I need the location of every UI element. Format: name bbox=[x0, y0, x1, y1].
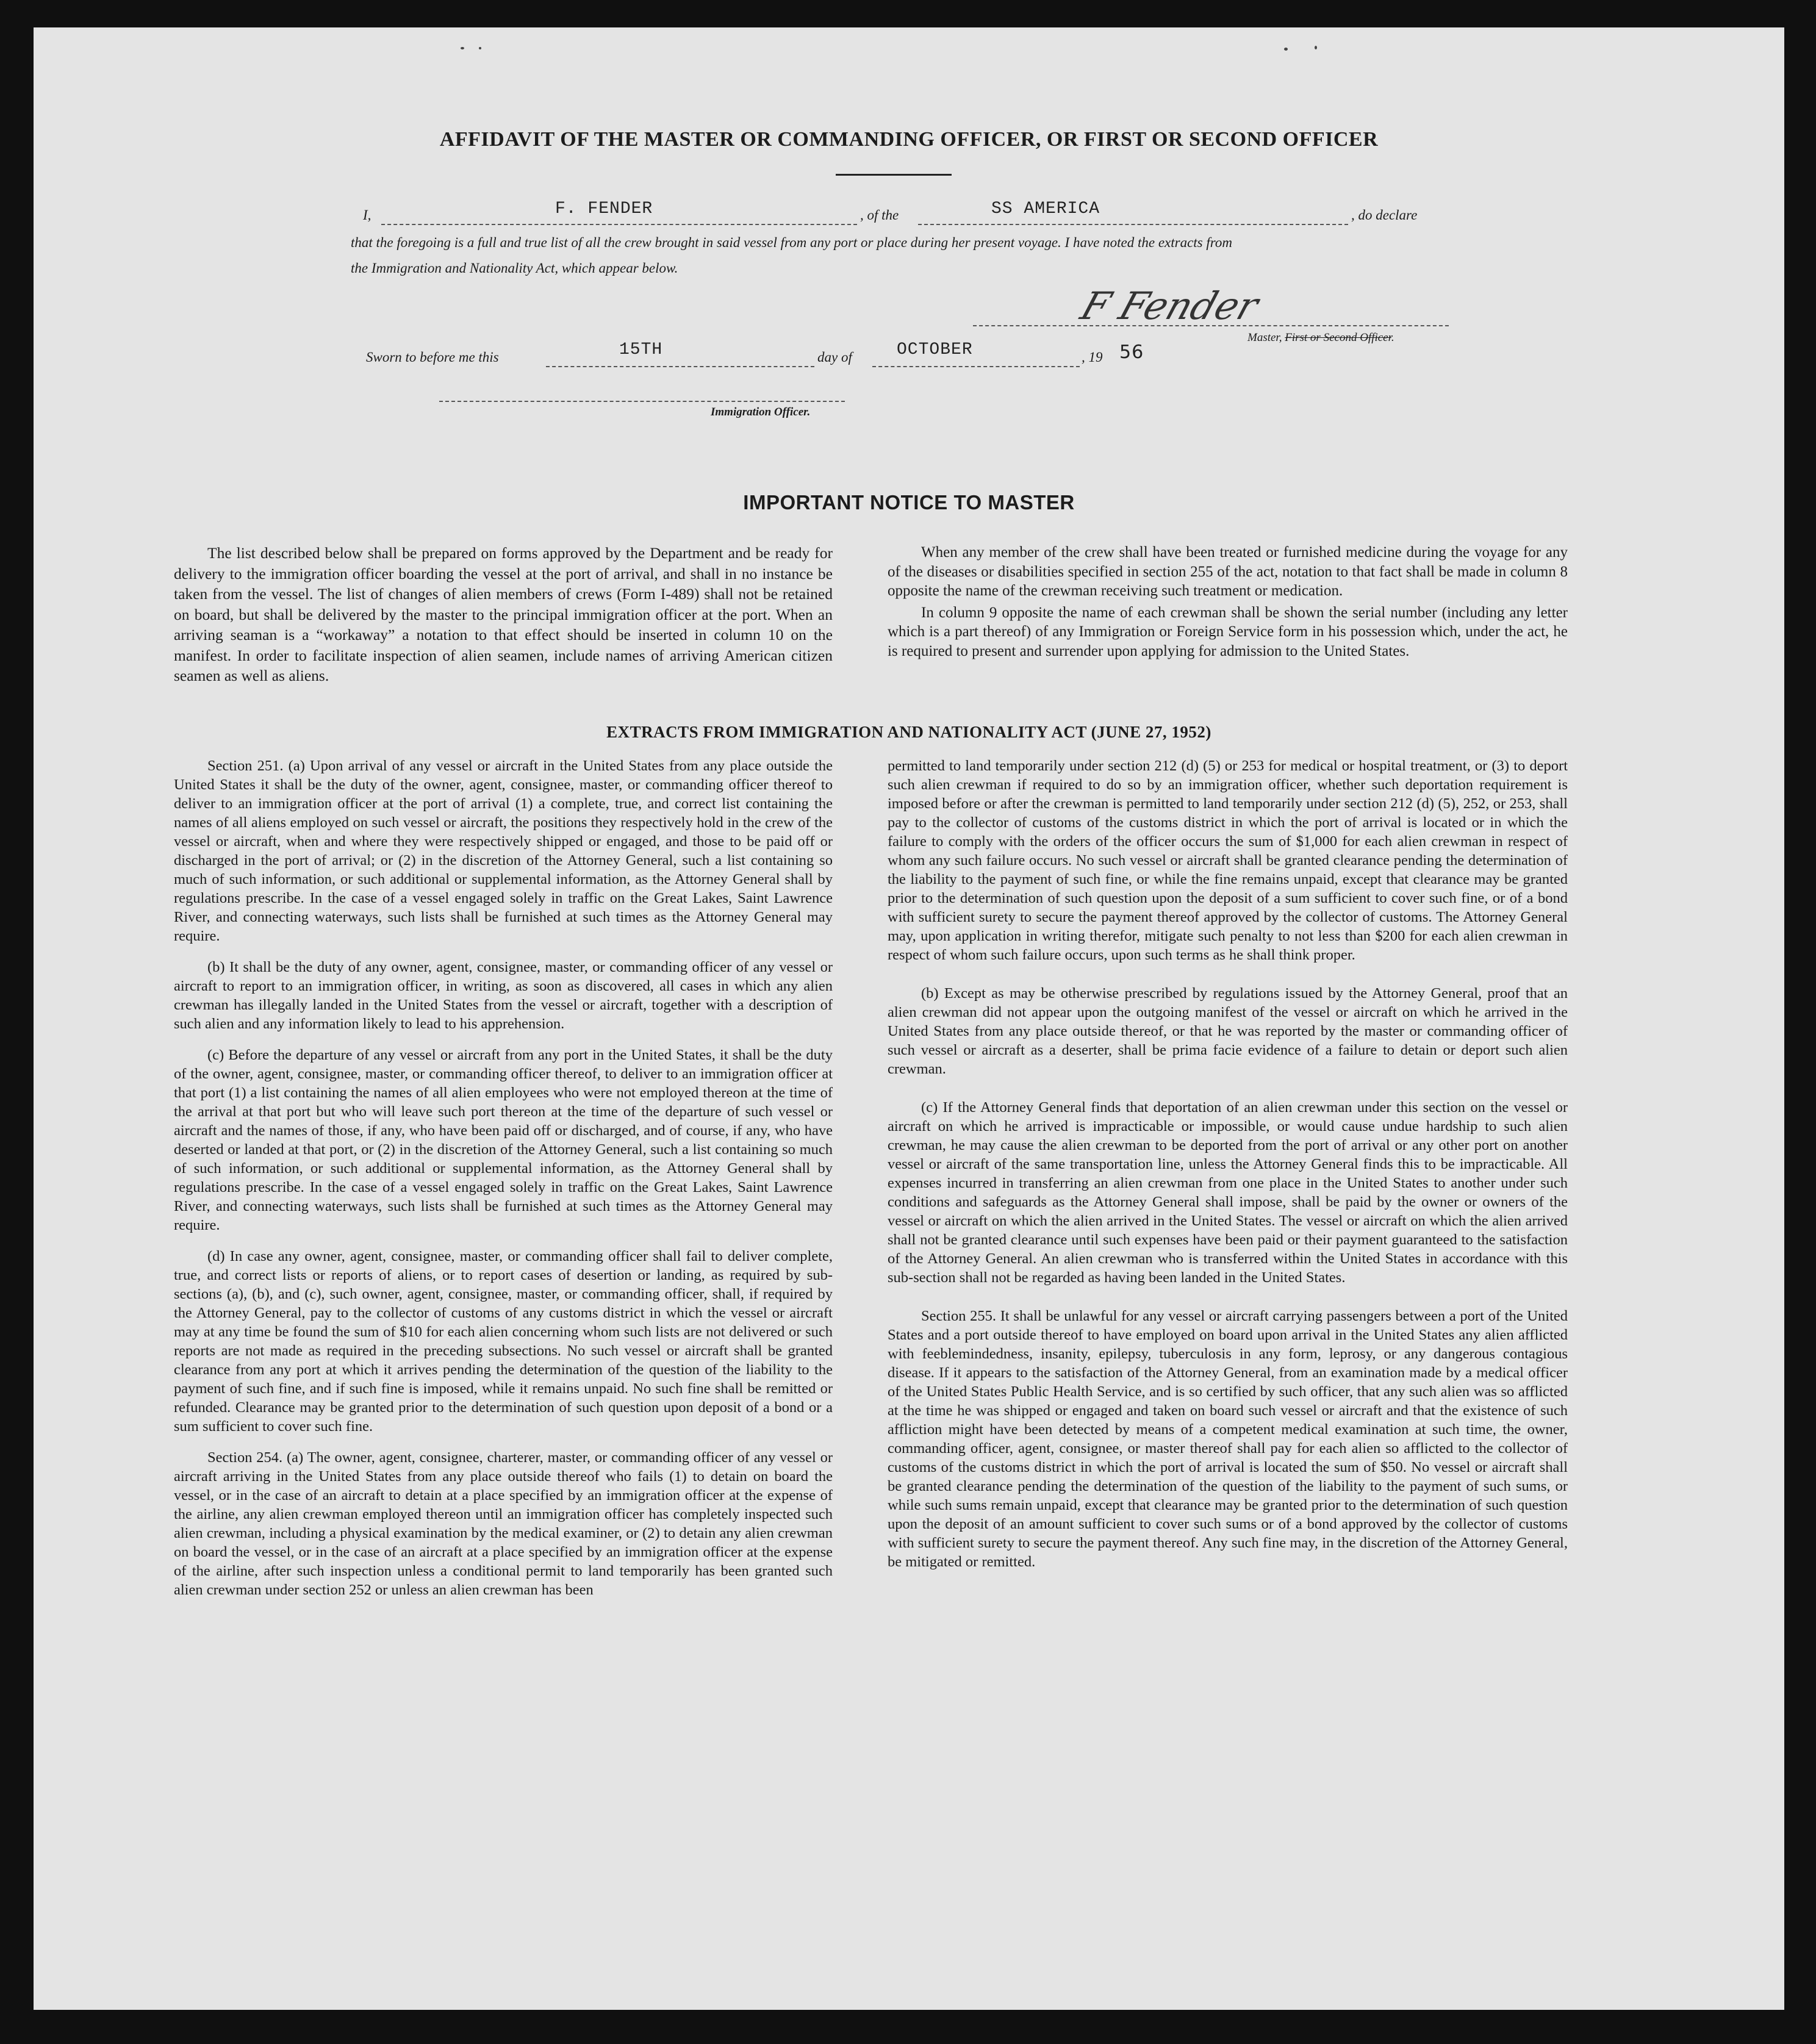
vessel-name: SS AMERICA bbox=[991, 199, 1100, 218]
day-of-label: day of bbox=[817, 350, 852, 365]
sworn-label: Sworn to before me this bbox=[366, 350, 499, 365]
year-prefix: , 19 bbox=[1082, 350, 1103, 365]
extracts-right-column bbox=[888, 756, 1568, 1583]
notice-paragraph: When any member of the crew shall have been treated or furnished medicine during the voyage for any of the diseases or disabilities specified in section 255 of the act, notation to that fact shall be made in column 8 opposite the name of the crewman receiving such treatment or medication. bbox=[888, 544, 1568, 599]
title-underline bbox=[836, 174, 952, 176]
name-fill-line bbox=[381, 224, 857, 225]
extract-paragraph: (d) In case any owner, agent, consignee, master, or commanding officer shall fail to deliver complete, true, and correct lists or reports of aliens, or to report cases of desertion or landing, as required by sub-sections (a), (b), and (c), such owner, agent, consignee, master, or commanding officer, shall, if required by the Attorney General, pay to the collector of customs of any customs district in which the vessel or aircraft may at any time be found the sum of $10 for each alien concerning whom such lists are not delivered or such reports are not made as required in the preceding subsections. No such vessel or aircraft shall be granted clearance from any port at which it arrives pending the determination of the question of the liability to the payment of such fine, and if such fine is imposed, while it remains unpaid. No such fine shall be remitted or refunded. Clearance may be granted prior to the determination of such question upon deposit of a bond or a sum sufficient to cover such fine. bbox=[174, 1248, 833, 1435]
extract-paragraph: Section 251. (a) Upon arrival of any vessel or aircraft in the United States from any place outside the United States it shall be the duty of the owner, agent, consignee, master, or commanding officer thereof to deliver to an immigration officer at the port of arrival (1) a complete, true, and correct list containing the names of all aliens employed on such vessel or aircraft, the positions they respectively hold in the crew of the vessel or aircraft, when and where they were respectively shipped or engaged, and those to be paid off or discharged in the port of arrival; or (2) in the discretion of the Attorney General, such a list containing so much of such information, or such additional or supplemental information, as the Attorney General shall by regulations prescribe. In the case of a vessel engaged solely in traffic on the Great Lakes, Saint Lawrence River, and connecting waterways, such lists shall be furnished at such times as the Attorney General may require. bbox=[174, 758, 833, 944]
sworn-day: 15TH bbox=[619, 340, 663, 359]
extract-paragraph: (b) It shall be the duty of any owner, agent, consignee, master, or commanding officer of any vessel or aircraft to report to an immigration officer, in writing, as soon as discovered, all cases in which any alien crewman has illegally landed in the United States from the vessel or aircraft, together with a description of such alien and any information likely to lead to his apprehension. bbox=[174, 959, 833, 1032]
sworn-year: 56 bbox=[1119, 342, 1144, 363]
of-the-label: , of the bbox=[860, 207, 899, 223]
scan-speck bbox=[479, 47, 481, 49]
master-name: F. FENDER bbox=[555, 199, 653, 218]
affidavit-lead: I, bbox=[363, 207, 371, 223]
do-declare-label: , do declare bbox=[1351, 207, 1418, 223]
scan-speck bbox=[461, 47, 464, 49]
extract-paragraph: (c) If the Attorney General finds that deportation of an alien crewman under this section on the vessel or aircraft on which he arrived is impracticable or impossible, or would cause undue hardship to such alien crewman, he may cause the alien crewman to be deported from the port of arrival or any other port on another vessel or aircraft of the same transportation line, unless the Attorney General finds this to be impracticable. All expenses incurred in transferring an alien crewman from one place in the United States to another under such conditions and safeguards as the Attorney General shall impose, shall be paid by the owner or owners of the vessel or aircraft on which the alien arrived in the United States. The vessel or aircraft on which the alien arrived shall not be granted clearance until such expenses have been paid or their payment guaranteed to the satisfaction of the Attorney General. An alien crewman who is transferred within the United States in accordance with this sub-section shall not be regarded as having been landed in the United States. bbox=[888, 1099, 1568, 1286]
sworn-month-line bbox=[872, 366, 1080, 367]
extract-paragraph: Section 254. (a) The owner, agent, consignee, charterer, master, or commanding officer of any vessel or aircraft arriving in the United States from any place outside thereof who fails (1) to detain on board the vessel, or in the case of an aircraft to detain at a place specified by an immigration officer at the expense of the airline, any alien crewman employed thereon until an immigration officer has completely inspected such alien crewman, including a physical examination by the medical examiner, or (2) to detain any alien crewman on board the vessel, or in the case of an aircraft at a place specified by an immigration officer at the expense of the airline, after such inspection unless a conditional permit to land temporarily has been granted such alien crewman under section 252 or unless an alien crewman has been bbox=[174, 1449, 833, 1598]
sworn-day-line bbox=[546, 366, 814, 367]
officer-label: Immigration Officer. bbox=[711, 406, 811, 418]
document-page bbox=[34, 27, 1784, 2010]
scan-speck bbox=[1315, 46, 1317, 49]
notice-right-column bbox=[888, 543, 1568, 672]
notice-title: IMPORTANT NOTICE TO MASTER bbox=[743, 491, 1075, 514]
officer-signature-line bbox=[439, 401, 845, 402]
master-title-label: Master, First or Second Officer. bbox=[1247, 331, 1394, 344]
sworn-month: OCTOBER bbox=[897, 340, 973, 359]
notice-left-column bbox=[174, 543, 833, 697]
extract-paragraph: (c) Before the departure of any vessel or aircraft from any port in the United States, it shall be the duty of the owner, agent, consignee, master, or commanding officer thereof, to deliver to an immigration officer at that port (1) a list containing the names of all alien employees who were not employed thereon at the time of the arrival at that port but who will leave such port thereon at the time of the departure of such vessel or aircraft and the names of those, if any, who have been paid off or discharged, and of course, if any, who have deserted or landed at that port, or (2) in the discretion of the Attorney General, such a list containing so much of such information, or such additional or supplemental information, as the Attorney General shall by regulations prescribe. In the case of a vessel engaged solely in traffic on the Great Lakes, Saint Lawrence River, and connecting waterways, such lists shall be furnished at such times as the Attorney General may require. bbox=[174, 1047, 833, 1233]
extracts-left-column bbox=[174, 756, 833, 1612]
extract-paragraph: permitted to land temporarily under section 212 (d) (5) or 253 for medical or hospital treatment, or (3) to deport such alien crewman if required to do so by an immigration officer, whether such deportation requirement is imposed before or after the crewman is permitted to land temporarily under section 212 (d) (5), 252, or 253, shall pay to the collector of customs of the customs district in which the port of arrival is located or in which the failure to comply with the orders of the officer occurs the sum of $1,000 for each alien crewman in respect of whom any such failure occurs. No such vessel or aircraft shall be granted clearance pending the determination of the liability to the payment of such fine, or while the fine remains unpaid, except that clearance may be granted prior to the determination of such question upon the deposit of a sum sufficient to cover such fine, or of a bond with sufficient surety to secure the payment thereof approved by the collector of customs. The Attorney General may, upon application in writing therefor, mitigate such penalty to not less than $200 for each alien crewman in respect of whom such failure occurs, upon such terms as he shall think proper. bbox=[888, 758, 1568, 963]
scan-speck bbox=[1284, 48, 1288, 51]
extracts-title: EXTRACTS FROM IMMIGRATION AND NATIONALITY ACT (JUNE 27, 1952) bbox=[606, 723, 1211, 741]
extract-paragraph: Section 255. It shall be unlawful for any vessel or aircraft carrying passengers between a port of the United States and a port outside thereof to have employed on board upon arrival in the United States any alien afflicted with feeblemindedness, insanity, epilepsy, tuberculosis in any form, leprosy, or any dangerous contagious disease. If it appears to the satisfaction of the Attorney General, from an examination made by a medical officer of the United States Public Health Service, and is so certified by such officer, that any such alien was so afflicted at the time he was shipped or engaged and taken on board such vessel or aircraft and that the existence of such affliction might have been detected by means of a competent medical examination at such time, the owner, commanding officer, agent, consignee, or master thereof shall pay for each alien so afflicted to the collector of customs of the customs district in which the port of arrival is located the sum of $50. No vessel or aircraft shall be granted clearance pending the determination of the question of the liability to the payment of such sums, or while such sums remain unpaid, except that clearance may be granted prior to the determination of such question upon the deposit of an amount sufficient to cover such sums or of a bond approved by the collector of customs with sufficient surety to secure the payment thereof. Any such fine may, in the discretion of the Attorney General, be mitigated or remitted. bbox=[888, 1308, 1568, 1570]
vessel-fill-line bbox=[918, 224, 1348, 225]
notice-paragraph: The list described below shall be prepared on forms approved by the Department and be ready for delivery to the immigration officer boarding the vessel at the port of arrival, and shall in no instance be taken from the vessel. The list of changes of alien members of crews (Form I-489) shall not be retained on board, but shall be delivered by the master to the principal immigration officer at the port. When an arriving seaman is a “workaway” a notation to that effect should be inserted in column 10 on the manifest. In order to facilitate inspection of alien seamen, include names of arriving American citizen seamen as well as aliens. bbox=[174, 544, 833, 684]
extract-paragraph: (b) Except as may be otherwise prescribed by regulations issued by the Attorney General, proof that an alien crewman did not appear upon the outgoing manifest of the vessel or aircraft on which he arrived in the United States from any place outside thereof, or that he was reported by the master or commanding officer of such vessel or aircraft as a deserter, shall be prima facie evidence of a failure to detain or deport such alien crewman. bbox=[888, 985, 1568, 1077]
affidavit-title: AFFIDAVIT OF THE MASTER OR COMMANDING OFFICER, OR FIRST OR SECOND OFFICER bbox=[439, 128, 1379, 151]
master-signature: F Fender bbox=[1075, 284, 1264, 328]
affidavit-statement-2: the Immigration and Nationality Act, which appear below. bbox=[351, 260, 678, 276]
notice-paragraph: In column 9 opposite the name of each crewman shall be shown the serial number (including any letter which is a part thereof) of any Immigration or Foreign Service form in his possession which, under the act, he is required to present and surrender upon applying for admission to the United States. bbox=[888, 604, 1568, 659]
affidavit-statement-1: that the foregoing is a full and true list of all the crew brought in said vessel from any port or place during her present voyage. I have noted the extracts from bbox=[351, 235, 1232, 250]
